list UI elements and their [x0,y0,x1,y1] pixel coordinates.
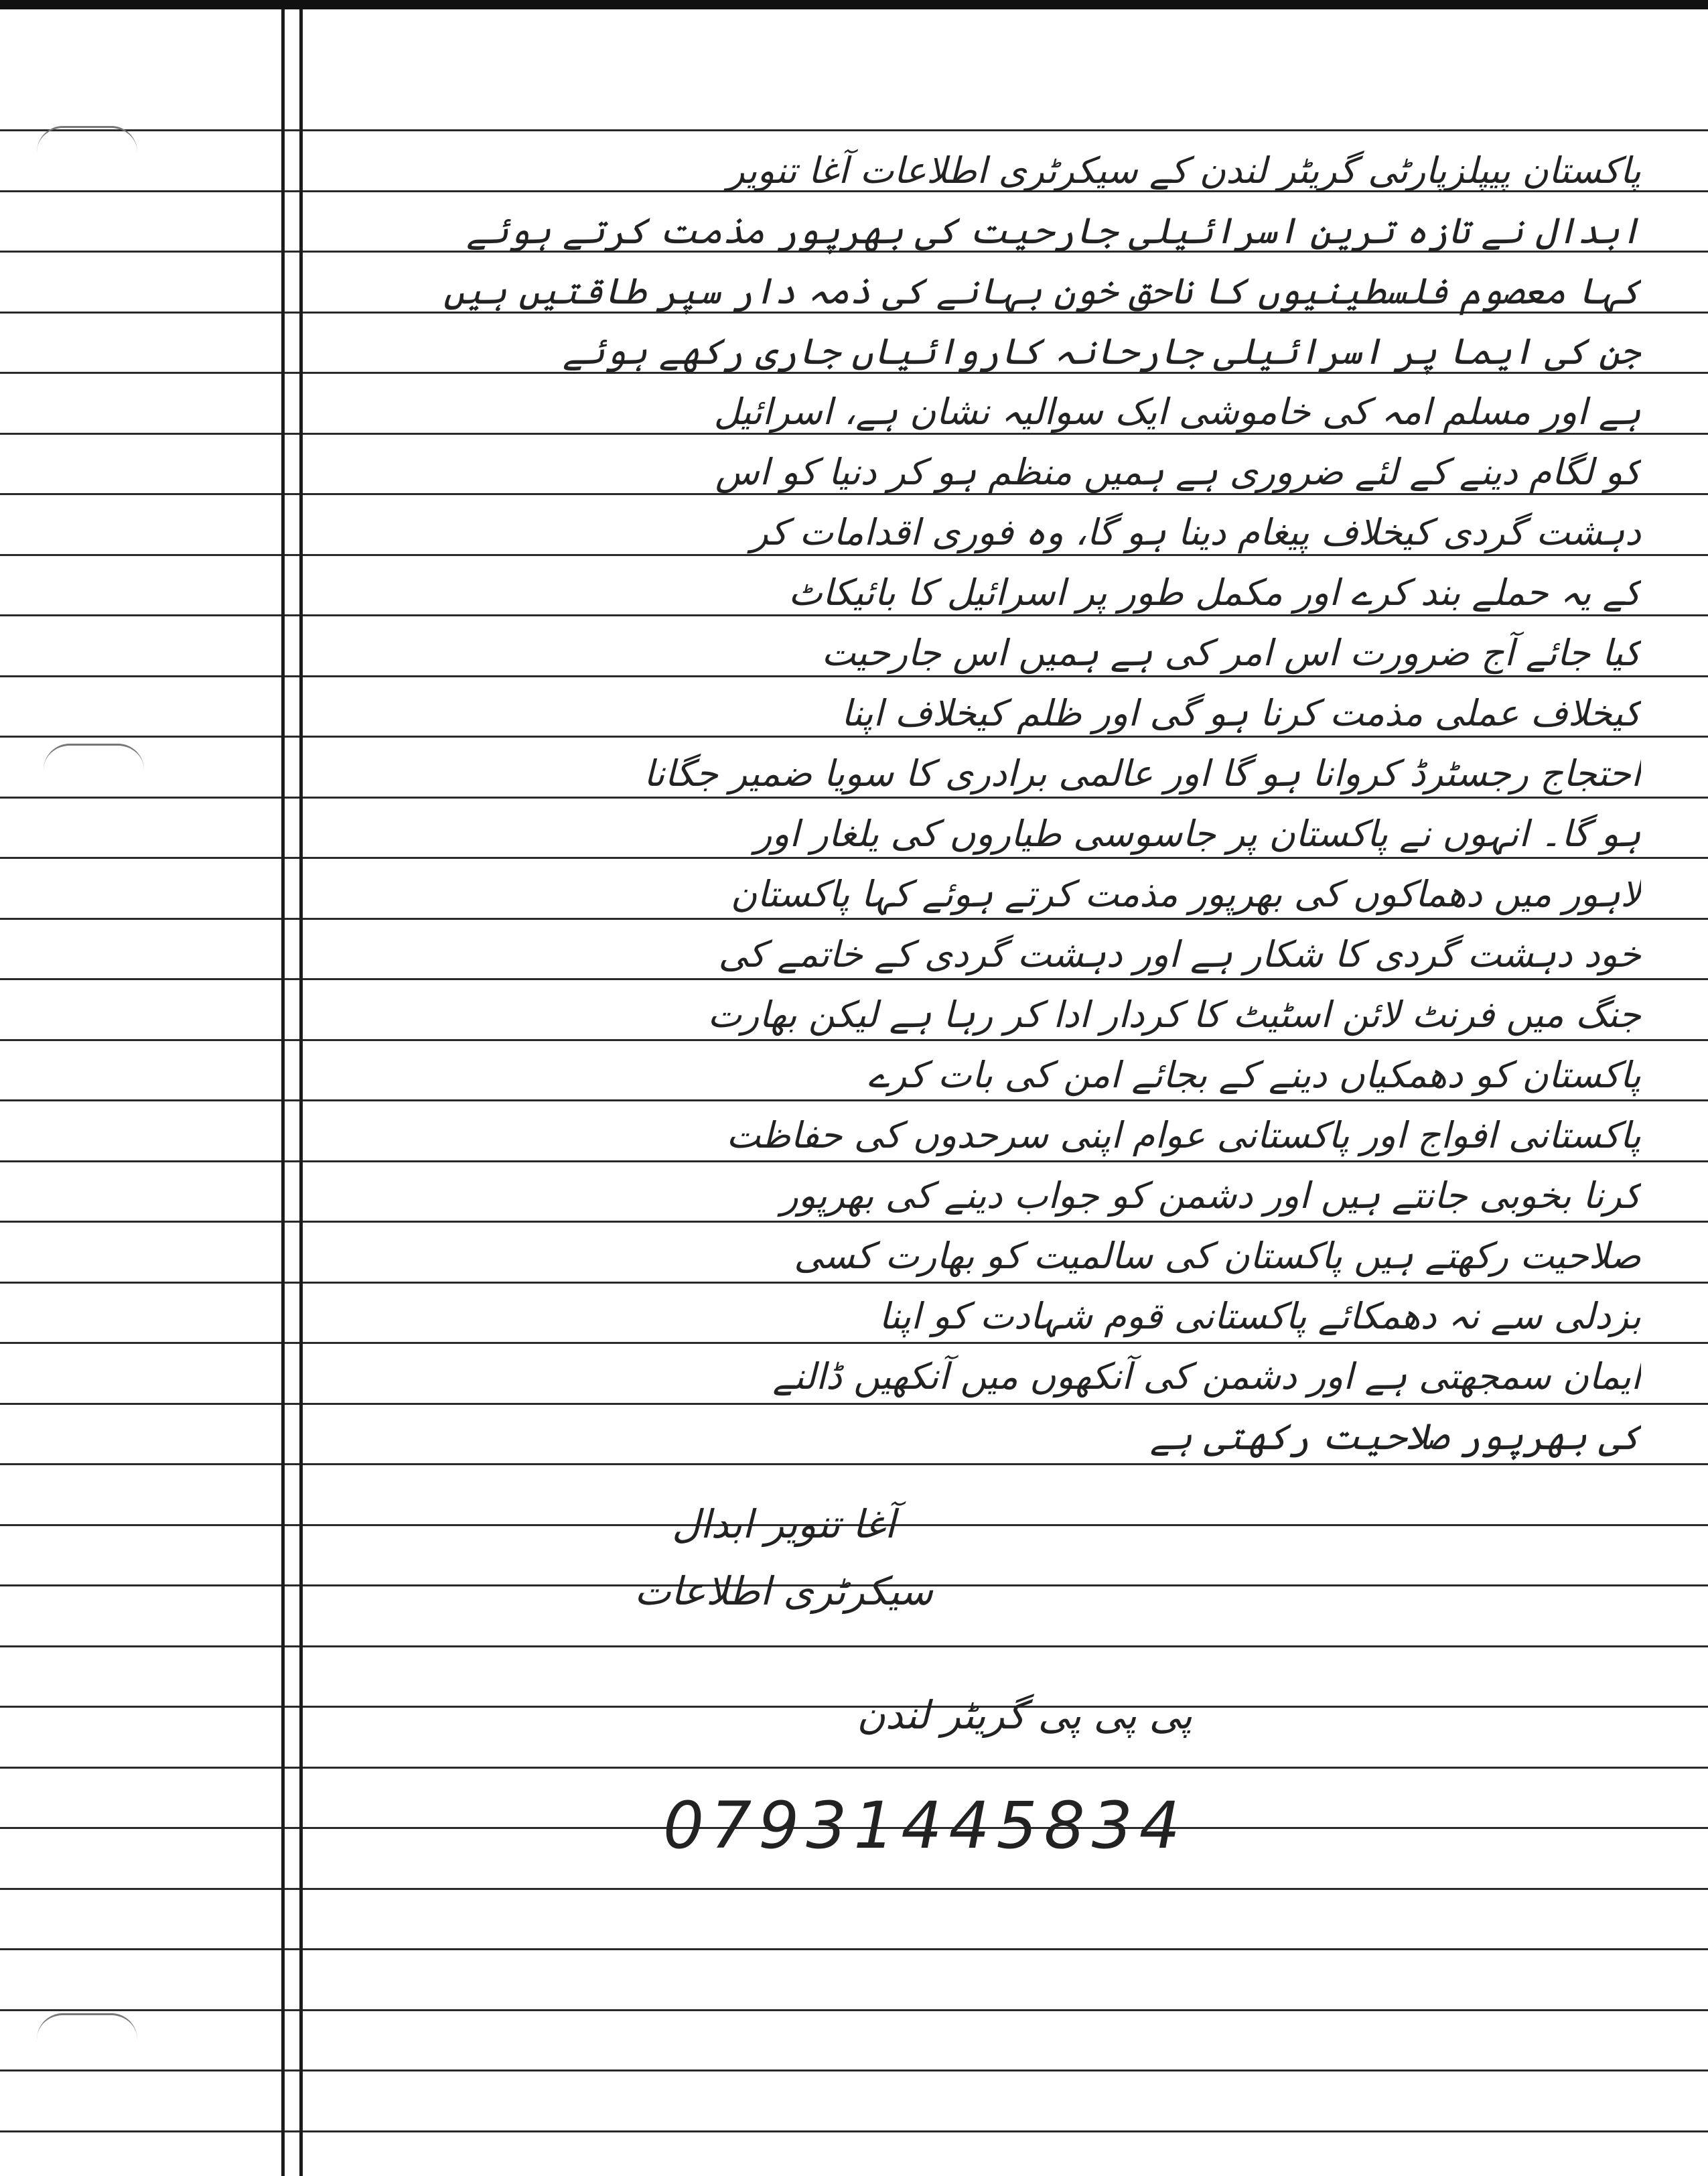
letter-line: پاکستانی افواج اور پاکستانی عوام اپنی سرحدوں کی حفاظت [726,1114,1641,1156]
letter-line: بزدلی سے نہ دھمکائے پاکستانی قوم شہادت کو اپنا [879,1295,1641,1337]
phone-number: 07931445834 [663,1788,1187,1863]
letter-line: جنگ میں فرنٹ لائن اسٹیٹ کا کردار ادا کر رہا ہے لیکن بھارت [707,994,1641,1036]
margin-line-right [299,9,303,2176]
letter-line: ہو گا۔ انہوں نے پاکستان پر جاسوسی طیاروں کی یلغار اور [754,813,1641,855]
letter-line: پاکستان کو دھمکیاں دینے کے بجائے امن کی بات کرے [867,1054,1641,1096]
letter-line: لاہور میں دھماکوں کی بھرپور مذمت کرتے ہوئے کہا پاکستان [730,873,1641,915]
signature-org: پی پی پی گریٹر لندن [857,1692,1192,1738]
letter-line: ابدال نے تازہ ترین اسرائیلی جارحیت کی بھرپور مذمت کرتے ہوئے [466,210,1641,252]
letter-line: خود دہشت گردی کا شکار ہے اور دہشت گردی کے خاتمے کی [718,933,1641,975]
binder-hole-middle [44,744,144,770]
margin-line-left [281,9,285,2176]
letter-line: کیا جائے آج ضرورت اس امر کی ہے ہمیں اس جارحیت [821,632,1641,674]
signature-title: سیکرٹری اطلاعات [634,1568,933,1614]
letter-line: ہے اور مسلم امہ کی خاموشی ایک سوالیہ نشان ہے، اسرائیل [713,391,1641,433]
letter-line: کہا معصوم فلسطینیوں کا ناحق خون بہانے کی ذمہ دار سپر طاقتیں ہیں [443,270,1641,312]
letter-line: کی بھرپور صلاحیت رکھتی ہے [1149,1416,1641,1458]
letter-line: دہشت گردی کیخلاف پیغام دینا ہو گا، وہ فوری اقدامات کر [750,511,1641,553]
binder-hole-top [37,126,137,152]
letter-line: کرنا بخوبی جانتے ہیں اور دشمن کو جواب دینے کی بھرپور [780,1174,1641,1217]
binder-hole-bottom [37,2013,137,2039]
letter-line: کے یہ حملے بند کرے اور مکمل طور پر اسرائیل کا بائیکاٹ [788,571,1641,614]
letter-line: ایمان سمجھتی ہے اور دشمن کی آنکھوں میں آنکھیں ڈالنے [772,1355,1641,1398]
letter-line: کو لگام دینے کے لئے ضروری ہے ہمیں منظم ہو کر دنیا کو اس [715,451,1641,493]
letter-line: جن کی ایما پر اسرائیلی جارحانہ کاروائیاں جاری رکھے ہوئے [563,330,1641,372]
letter-line: پاکستان پیپلزپارٹی گریٹر لندن کے سیکرٹری اطلاعات آغا تنویر [727,149,1641,192]
letter-line: کیخلاف عملی مذمت کرنا ہو گی اور ظلم کیخلاف اپنا [841,692,1641,734]
letter-line: احتجاج رجسٹرڈ کروانا ہو گا اور عالمی برادری کا سویا ضمیر جگانا [643,752,1641,795]
signature-name: آغا تنویر ابدال [672,1501,896,1547]
letter-line: صلاحیت رکھتے ہیں پاکستان کی سالمیت کو بھارت کسی [794,1235,1641,1277]
